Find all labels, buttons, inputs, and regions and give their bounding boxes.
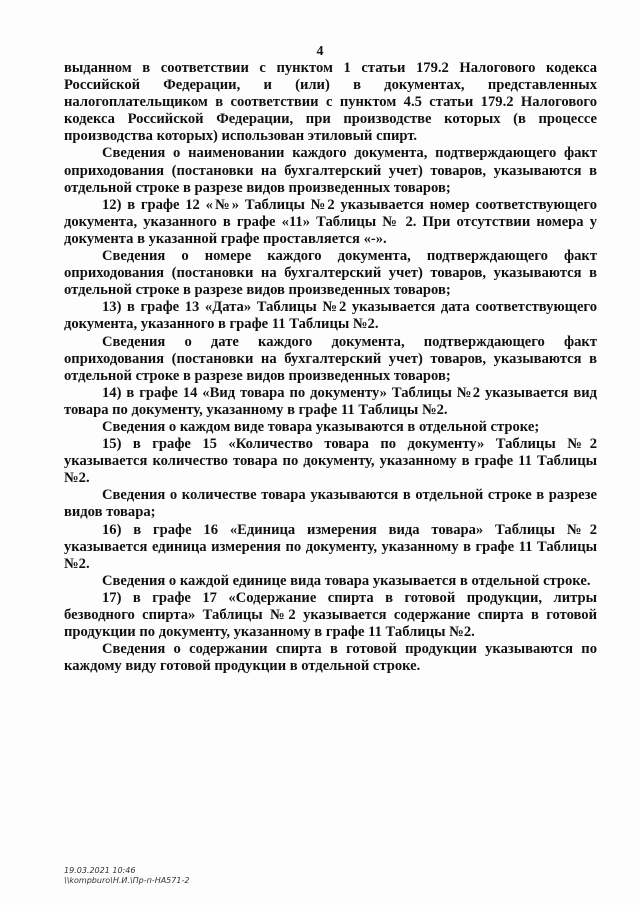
paragraph: 15) в графе 15 «Количество товара по документу» Таблицы №2 указывается количество товара по документу, указанному в графе 11 Таблицы №2. xyxy=(64,436,597,487)
document-body xyxy=(64,60,597,675)
paragraph: Сведения о каждой единице вида товара указывается в отдельной строке. xyxy=(102,572,591,589)
paragraph: Сведения о номере каждого документа, подтверждающего факт оприходования (постановки на бухгалтерский учет) товаров, указываются в отдельной строке в разрезе видов произведенных товаров; xyxy=(64,248,597,299)
footer-timestamp: 19.03.2021 10:46 xyxy=(64,866,136,875)
paragraph: 16) в графе 16 «Единица измерения вида товара» Таблицы №2 указывается единица измерения по документу, указанному в графе 11 Таблицы №2. xyxy=(64,521,597,572)
paragraph: выданном в соответствии с пунктом 1 статьи 179.2 Налогового кодекса Российской Федерации, и (или) в документах, представленных налогоплательщиком в соответствии с пунктом 4.5 статьи 179.2 Налогового кодекса Российской Федерации, при производстве которых (в процессе производства которых) использован этиловый спирт. xyxy=(64,60,597,145)
paragraph: 14) в графе 14 «Вид товара по документу» Таблицы №2 указывается вид товара по документу, указанному в графе 11 Таблицы №2. xyxy=(64,384,597,418)
paragraph: 13) в графе 13 «Дата» Таблицы №2 указывается дата соответствующего документа, указанного в графе 11 Таблицы №2. xyxy=(64,299,597,333)
paragraph: Сведения о каждом виде товара указываются в отдельной строке; xyxy=(102,418,540,435)
paragraph: Сведения о наименовании каждого документа, подтверждающего факт оприходования (постановки на бухгалтерский учет) товаров, указываются в отдельной строке в разрезе видов произведенных товаров; xyxy=(64,145,597,196)
paragraph: Сведения о дате каждого документа, подтверждающего факт оприходования (постановки на бухгалтерский учет) товаров, указываются в отдельной строке в разрезе видов произведенных товаров; xyxy=(64,333,597,384)
document-footer xyxy=(64,866,189,886)
page-number: 4 xyxy=(316,44,324,59)
paragraph: 17) в графе 17 «Содержание спирта в готовой продукции, литры безводного спирта» Таблицы №2 указывается содержание спирта в готовой продукции по документу, указанному в графе 11 Таблицы №2. xyxy=(64,589,597,641)
paragraph: Сведения о количестве товара указываются в отдельной строке в разрезе видов товара; xyxy=(64,487,597,521)
paragraph: Сведения о содержании спирта в готовой продукции указываются по каждому виду готовой продукции в отдельной строке. xyxy=(64,641,597,675)
footer-file-path: \\kompburo\Н.И.\Пр-п-НА571-2 xyxy=(64,876,190,885)
paragraph: 12) в графе 12 «№» Таблицы №2 указывается номер соответствующего документа, указанного в графе «11» Таблицы № 2. При отсутствии номера у документа в указанной графе проставляется «-». xyxy=(64,196,597,247)
